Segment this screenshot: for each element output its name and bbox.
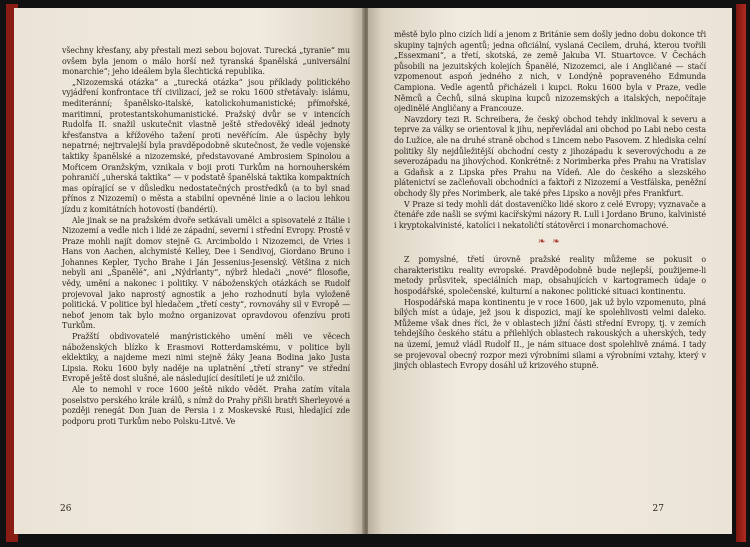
- paragraph: Z pomyslné, třetí úrovně pražské reality můžeme se pokusit o charakteristiku reality evropské. Pravděpodobně bude nejlepší, použijeme-li metody průsvitek, speciálních map, obsahujících v kartogramech údaje o hospodářské, společenské, kulturní a nakonec politické situaci kontinentu.: [394, 255, 706, 297]
- page-number: 26: [60, 504, 72, 514]
- left-page: [14, 8, 364, 534]
- book-cover-right: [736, 4, 746, 542]
- right-page-text: [394, 30, 706, 372]
- paragraph: městě bylo plno cizích lidí a jenom z Británie sem došly jedno dobu dokonce tři skupiny tajných agentů; jedna oficiální, vyslaná Cecilem, druhá, kterou tvořili „Essexmani“, a třetí, skotská, ze země Jakuba VI. Stuartovce. V Čechách působili na jezuitských kolejích Španělé, Nizozemci, ale i Angličané — stačí vzpomenout aspoň jedného z nich, v Londýně popraveného Edmunda Campiona. Vedle agentů přicházeli i kupci. Roku 1600 byla v Praze, vedle Němců a Čechů, silná skupina kupců nizozemských a italských, nepočítaje ojedinělé Angličany a Francouze.: [394, 30, 706, 114]
- paragraph: Ale jinak se na pražském dvoře setkávali umělci a spisovatelé z Itálie i Nizozemí a vedle nich i lidé ze západní, severní i střední Evropy. Prostě v Praze mohli najít domov stejně G. Arcimboldo i Nizozemci, de Vries i Hans von Aachen, alchymisté Kelley, Dee i Sendivoj, Giordano Bruno i Johannes Kepler, Tycho Brahe i Ján Jessenius-Jesenský. Většina z nich nebyli ani „Španělé“, ani „Nýdrlanty“, nýbrž hledači „nové“ filosofie, vědy, umění a nakonec i politiky. V náboženských otázkách se Rudolf projevoval jako naprostý agnostik a jeho rozhodnutí byla vyloženě politická. V politice byl hledačem „třetí cesty“, rovnováhy sil v Evropě — neboť jenom tak bylo možno organizovat opravdovou ofenzívu proti Turkům.: [62, 215, 350, 331]
- paragraph: Hospodářská mapa kontinentu je v roce 1600, jak už bylo vzpomenuto, plná bílých míst a údaje, jež jsou k dispozici, mají ke spolehlivosti velmi daleko. Můžeme však dnes říci, že v oblastech jižní části střední Evropy, tj. v zemích tehdejšího českého státu a přilehlých oblastech rakouských a uherských, tedy na území, jemuž vládl Rudolf II., je nám situace dost spolehlivě známá. I tady se projevoval obecný rozpor mezi výrobními silami a výrobními vztahy, který v jiných oblastech Evropy dosáhl už krizového stupně.: [394, 297, 706, 371]
- paragraph: Navzdory tezi R. Schreibera, že český obchod tehdy inklinoval k severu a teprve za války se orientoval k jihu, nepřevládal ani obchod po Labi nebo cesta do Lužice, ale na druhé straně obchod s Lincem nebo Pasovem. Z hlediska celní politiky šly nejdůležitější obchodní cesty z jihozápadu k severovýchodu a ze severozápadu na jihovýchod. Konkrétně: z Norimberka přes Prahu na Vratislav a Gdaňsk a z Lipska přes Prahu na Vídeň. Ale do českého a slezského plátenictví se začleňovali obchodníci a faktoři z Nizozemí a Vestfálska, peněžní obchody šly přes Norimberk, ale také přes Lipsko a nověji přes Frankfurt.: [394, 114, 706, 198]
- paragraph: V Praze si tedy mohli dát dostaveníčko lidé skoro z celé Evropy; vyznavače a čtenáře zde našli se svými kacířskými názory R. Lull i Jordano Bruno, kalvinisté i kryptokalvinisté, katolíci i nekatoličtí státověrci i monarchomachové.: [394, 199, 706, 230]
- paragraph: „Nizozemská otázka“ a „turecká otázka“ jsou příklady politického vyjádření konfrontace tří civilizací, jež se roku 1600 střetávaly: islámu, mediteránní; španělsko-italské, katolickohumanistické; přímořské, maritimní, protestantskohumanistické. Pražský dvůr se v intencích Rudolfa II. snažil uskutečnit vlastně ještě středověký ideál jednoty křesťanstva a křížového tažení proti nevěřícím. Ale úspěchy byly nepatrné; nejtrvalejší byla pravděpodobně skutečnost, že vedle vojenské taktiky španělské a nizozemské, představované Ambrosiem Spinolou a Mořicem Oranžským, vznikala v boji proti Turkům na hornouherském pohraničí „uherská taktika“ — v podstatě španělská taktika kompaktních mas opírající se v důsledku nedostatečných prostředků (a to byl snad přínos z Nizozemí) o města a stabilní opevněné linie a o laciou lehkou jízdu z komitátních hotovostí (bandérií).: [62, 77, 350, 214]
- paragraph: Pražští obdivovatelé manýristického umění měli ve věcech náboženských blízko k Erasmovi Rotterdamskému, v politice byli eklektiky, a najdeme mezi nimi stejně žáky Jeana Bodina jako Justa Lipsia. Roku 1600 byly naděje na uplatnění „třetí strany“ ve střední Evropě ještě dost slušné, ale následující desítiletí je už zničilo.: [62, 332, 350, 384]
- paragraph: Ale to nemohl v roce 1600 ještě nikdo vědět. Praha zatím vítala poselstvo perského krále králů, s nímž do Prahy přišli bratři Sherleyové a později renegát Don Juan de Persia i z Moskevské Rusi, hledající zde podporu proti Turkům nebo Polsku-Litvě. Ve: [62, 385, 350, 426]
- fleuron-ornament: ❧ ❧: [538, 237, 562, 248]
- page-number: 27: [652, 504, 664, 514]
- left-page-text: [62, 46, 350, 427]
- paragraph: všechny křesťany, aby přestali mezi sebou bojovat. Turecká „tyranie“ mu ovšem byla jenom o málo horší než tyranská španělská „universální monarchie“; jeho ideálem byla šlechtická republika.: [62, 46, 350, 77]
- right-page: [368, 8, 732, 534]
